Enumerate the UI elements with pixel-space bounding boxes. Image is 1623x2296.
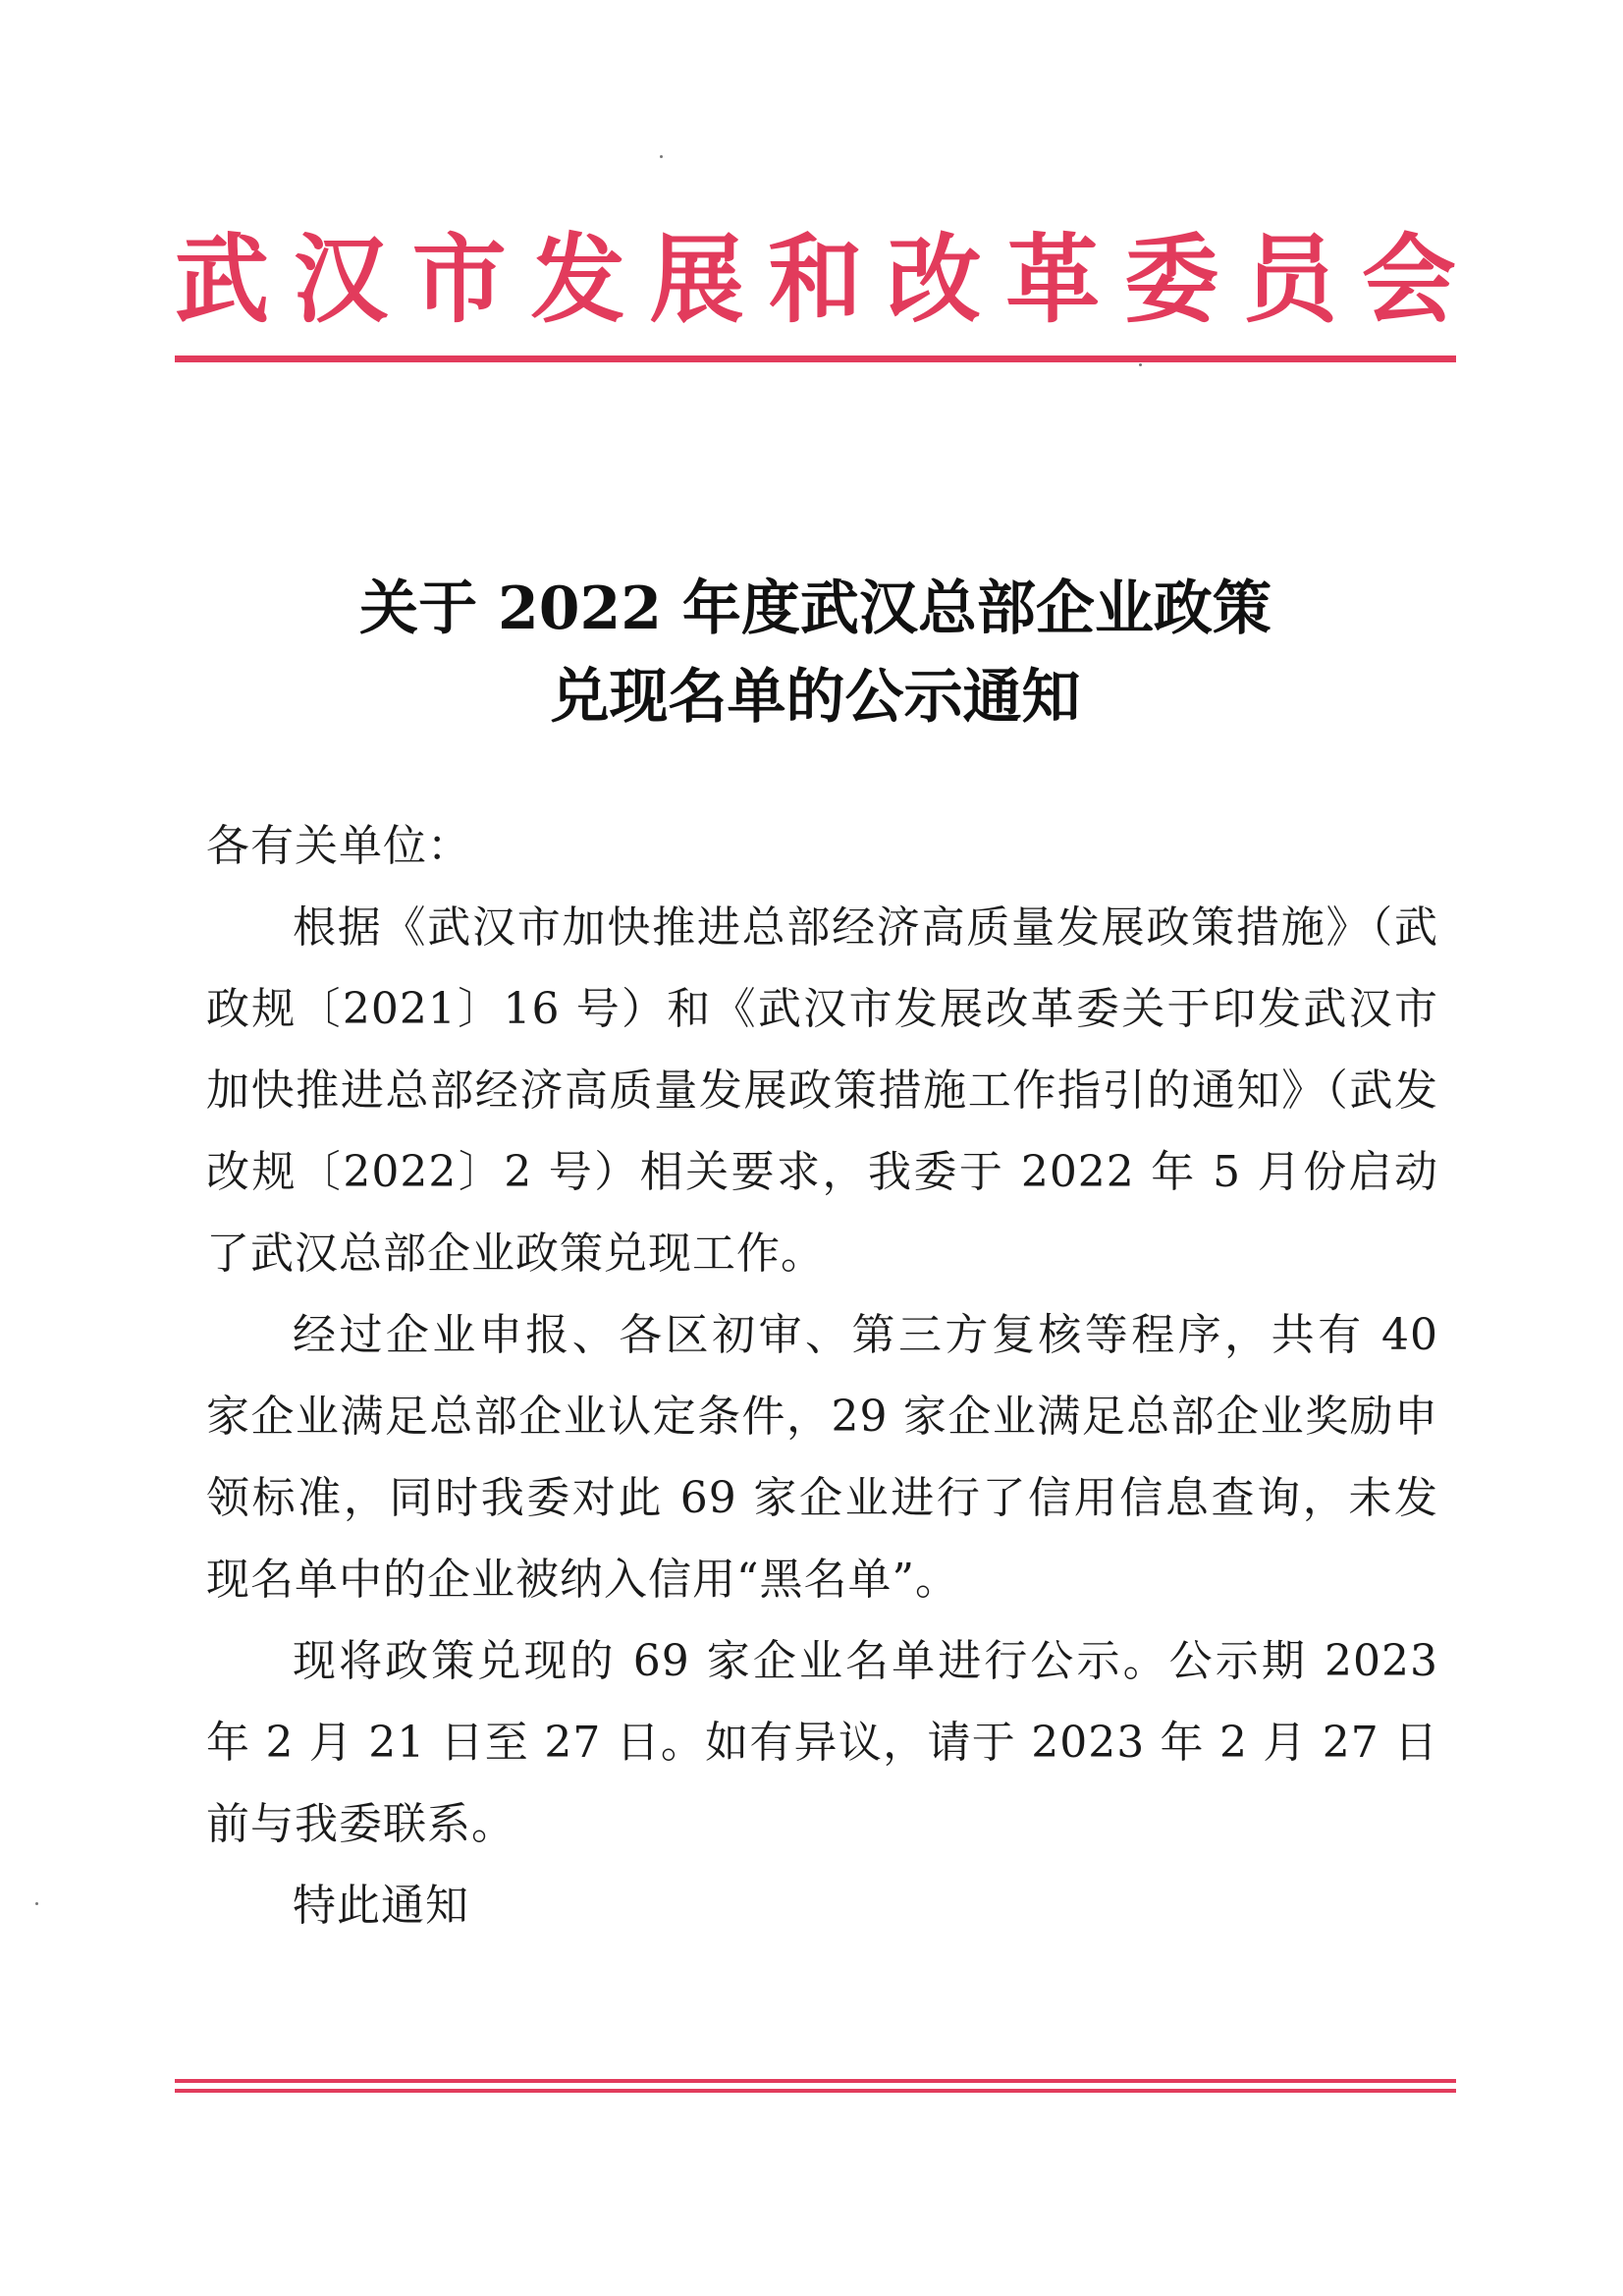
scan-speck: [1139, 363, 1142, 366]
letterhead-char: 会: [1361, 222, 1456, 337]
letterhead-char: 和: [768, 222, 863, 337]
letterhead-char: 员: [1243, 222, 1338, 337]
document-body: [206, 805, 1438, 1946]
document-title-line-2: 兑现名单的公示通知: [550, 663, 1081, 732]
paragraph-review-result: 经过企业申报、各区初审、第三方复核等程序，共有 40 家企业满足总部企业认定条件，29 家企业满足总部企业奖励申领标准，同时我委对此 69 家企业进行了信用信息查询，未发现名单中的企业被纳入信用“黑名单”。: [206, 1310, 1438, 1605]
paragraph-publicity-period: 现将政策兑现的 69 家企业名单进行公示。公示期 2023 年 2 月 21 日至 27 日。如有异议，请于 2023 年 2 月 27 日前与我委联系。: [206, 1636, 1438, 1849]
document-title: [175, 565, 1456, 741]
scan-speck: [35, 1902, 38, 1905]
letterhead-char: 展: [649, 222, 744, 337]
document-title-line-1: 关于 2022 年度武汉总部企业政策: [359, 574, 1271, 643]
letterhead-char: 委: [1124, 222, 1219, 337]
letterhead-char: 汉: [293, 222, 388, 337]
letterhead-organization-name: [175, 206, 1456, 354]
closing-remark: 特此通知: [293, 1881, 469, 1931]
letterhead-char: 改: [887, 222, 982, 337]
salutation: 各有关单位：: [206, 821, 471, 871]
paragraph-policy-basis: 根据《武汉市加快推进总部经济高质量发展政策措施》（武政规〔2021〕16 号）和《武汉市发展改革委关于印发武汉市加快推进总部经济高质量发展政策措施工作指引的通知》（武发改规〔2022〕2 号）相关要求，我委于 2022 年 5 月份启动了武汉总部企业政策兑现工作。: [206, 902, 1438, 1279]
scan-speck: [660, 155, 663, 158]
letterhead-char: 市: [411, 222, 507, 337]
letterhead-char: 革: [1005, 222, 1101, 337]
letterhead-char: 武: [175, 222, 269, 337]
letterhead-divider: [175, 355, 1456, 362]
footer-divider-lower: [175, 2089, 1456, 2093]
letterhead-char: 发: [530, 222, 625, 337]
footer-divider-upper: [175, 2079, 1456, 2083]
